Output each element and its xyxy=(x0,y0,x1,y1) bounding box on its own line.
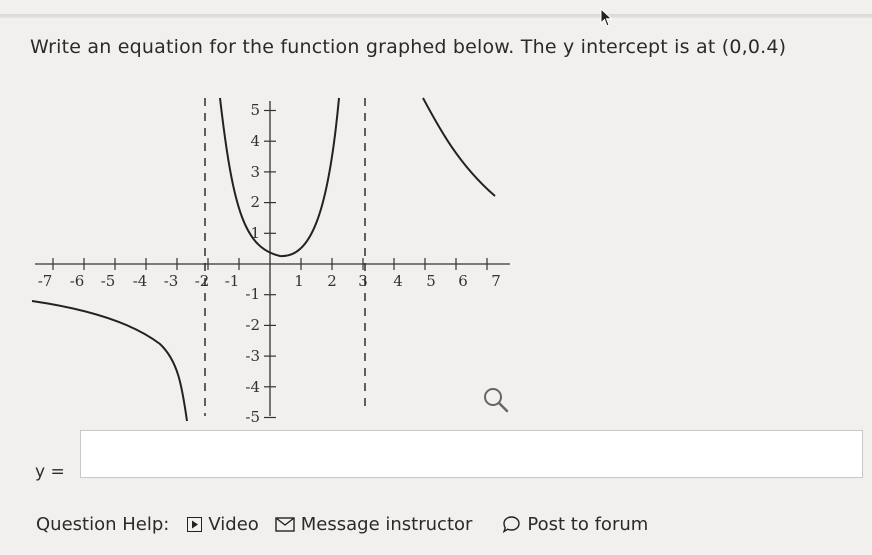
answer-row xyxy=(35,430,835,480)
question-prompt: Write an equation for the function graphed below. The y intercept is at (0,0.4) xyxy=(30,36,787,58)
y-tick-label: -2 xyxy=(245,316,260,334)
curve-left-branch xyxy=(32,301,187,421)
x-tick-label: -2 xyxy=(194,272,210,290)
post-to-forum-label: Post to forum xyxy=(527,513,649,535)
y-tick-label: -5 xyxy=(245,408,260,426)
y-tick-label: 4 xyxy=(250,132,260,150)
video-link-label: Video xyxy=(208,513,259,535)
video-link[interactable] xyxy=(187,514,258,535)
x-tick-label: -7 xyxy=(37,272,53,290)
x-tick-label: -4 xyxy=(132,272,148,290)
question-help-label: Question Help: xyxy=(36,513,170,535)
question-help-bar xyxy=(36,508,856,540)
x-tick-label: 2 xyxy=(327,272,337,290)
x-tick-label: 7 xyxy=(491,272,501,290)
message-instructor-link[interactable] xyxy=(275,514,473,535)
function-graph xyxy=(20,86,520,426)
y-tick-label: -1 xyxy=(245,285,260,303)
y-tick-label: 3 xyxy=(250,163,260,181)
play-icon xyxy=(187,517,202,532)
message-instructor-label: Message instructor xyxy=(300,513,473,535)
mouse-pointer-icon xyxy=(600,8,614,28)
x-tick-label: -3 xyxy=(163,272,179,290)
y-tick-label: 5 xyxy=(250,101,260,119)
magnify-icon[interactable] xyxy=(482,386,510,414)
y-tick-label: -3 xyxy=(245,347,260,365)
top-divider xyxy=(0,14,872,18)
x-tick-label: -1 xyxy=(224,272,240,290)
y-tick-label: 2 xyxy=(250,193,260,211)
speech-bubble-icon xyxy=(502,515,521,534)
y-tick-label: 1 xyxy=(250,224,260,242)
envelope-icon xyxy=(275,517,295,532)
answer-input[interactable] xyxy=(80,430,863,478)
x-tick-label: 3 xyxy=(358,272,368,290)
post-to-forum-link[interactable] xyxy=(502,514,648,535)
x-tick-label: 6 xyxy=(458,272,468,290)
x-tick-label: 5 xyxy=(426,272,436,290)
answer-label: y = xyxy=(35,462,65,482)
x-tick-label: -6 xyxy=(69,272,85,290)
x-tick-label: -5 xyxy=(100,272,116,290)
x-tick-label: 4 xyxy=(393,272,403,290)
y-tick-label: -4 xyxy=(245,378,260,396)
curve-right-branch xyxy=(423,98,495,196)
curve-middle-branch xyxy=(220,98,339,256)
x-tick-label: 1 xyxy=(294,272,304,290)
